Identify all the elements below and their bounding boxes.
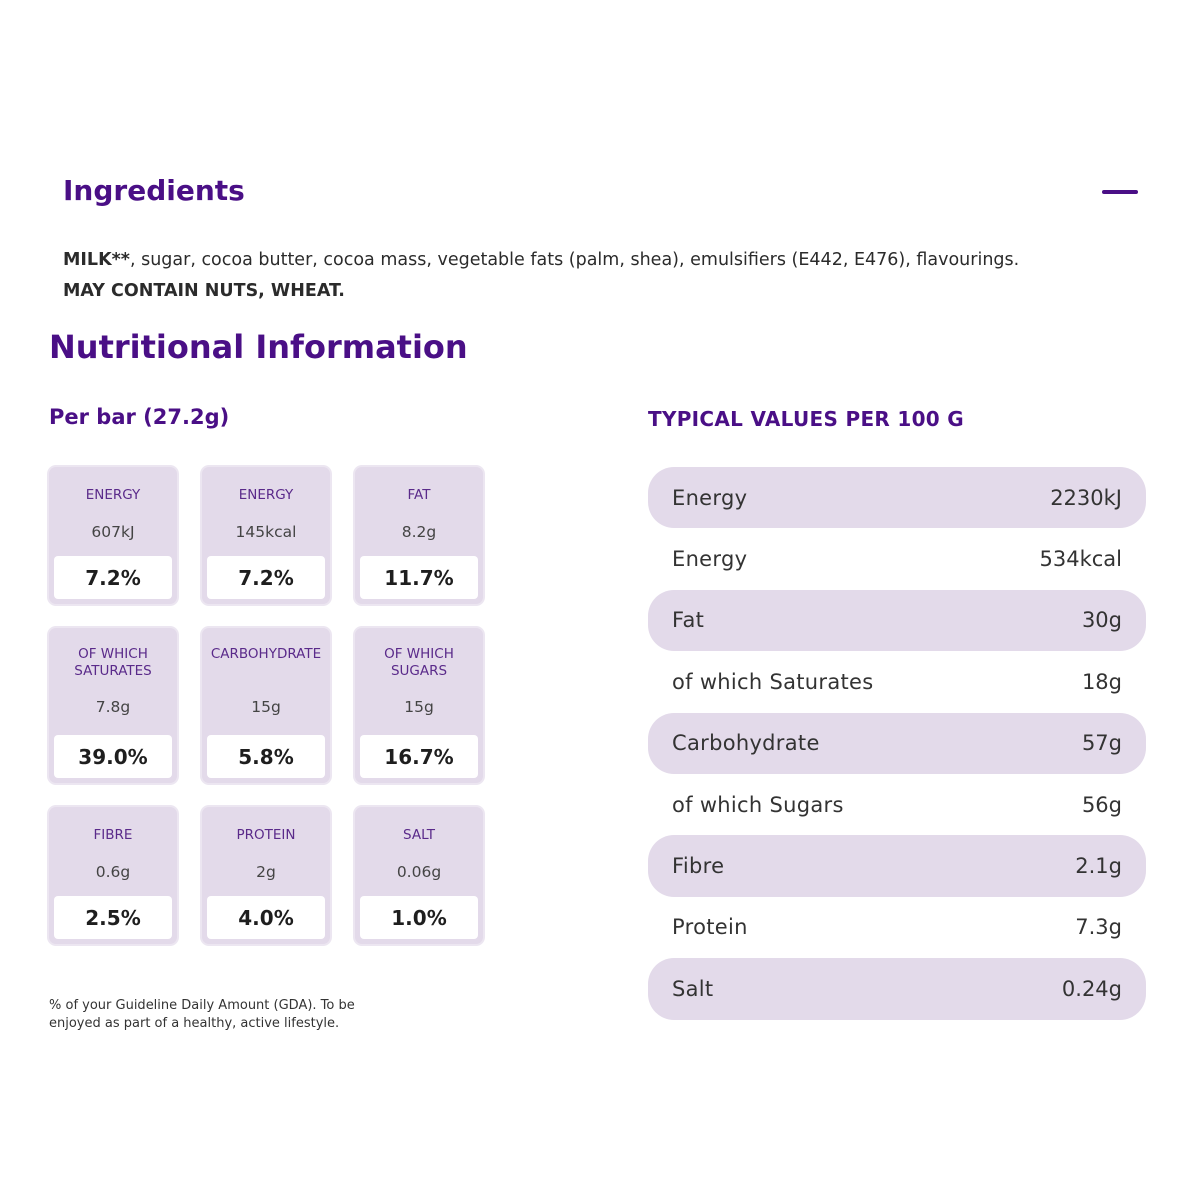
row-value: 0.24g (1061, 976, 1122, 1001)
nutrient-percent: 7.2% (207, 556, 325, 599)
ingredients-milk: MILK** (63, 250, 130, 270)
nutrient-label: FIBRE (93, 827, 133, 843)
nutrient-value: 8.2g (401, 523, 437, 541)
row-name: Salt (672, 976, 714, 1001)
row-value: 534kcal (1039, 547, 1122, 572)
nutrient-percent: 7.2% (54, 556, 172, 599)
row-value: 30g (1081, 608, 1122, 633)
table-row (648, 713, 1146, 774)
nutrient-value: 15g (251, 698, 281, 716)
collapse-minus-icon[interactable] (1102, 190, 1138, 194)
per-bar-grid (49, 467, 485, 944)
nutrient-label: PROTEIN (236, 827, 296, 843)
nutrient-label: ENERGY (85, 487, 141, 503)
nutrient-percent: 16.7% (360, 735, 478, 778)
row-name: Protein (672, 915, 748, 940)
typical-values-title: TYPICAL VALUES PER 100 G (648, 407, 964, 431)
per-bar-label: Per bar (27.2g) (49, 405, 230, 429)
nutrient-value: 7.8g (95, 698, 131, 716)
row-name: Carbohydrate (672, 731, 820, 756)
nutrient-card (202, 628, 330, 783)
table-row (648, 958, 1146, 1019)
nutrient-card (202, 467, 330, 604)
row-value: 7.3g (1075, 915, 1122, 940)
nutrient-value: 2g (256, 863, 276, 881)
row-value: 57g (1081, 731, 1122, 756)
nutrient-card (355, 628, 483, 783)
row-name: Energy (672, 485, 748, 510)
nutrient-value: 0.06g (396, 863, 442, 881)
table-row (648, 835, 1146, 896)
row-name: of which Sugars (672, 792, 844, 817)
nutrient-card (355, 467, 483, 604)
row-name: of which Saturates (672, 669, 874, 694)
nutrient-value: 15g (404, 698, 434, 716)
nutrient-label: OF WHICH SATURATES (74, 646, 152, 679)
nutrient-percent: 4.0% (207, 896, 325, 939)
nutrient-percent: 1.0% (360, 896, 478, 939)
nutrient-percent: 39.0% (54, 735, 172, 778)
nutrient-card (202, 807, 330, 944)
nutrient-value: 607kJ (91, 523, 135, 541)
row-name: Fat (672, 608, 705, 633)
ingredients-text (63, 245, 1153, 307)
table-row (648, 467, 1146, 528)
row-name: Fibre (672, 854, 725, 879)
typical-values-table (648, 467, 1146, 1020)
row-value: 2.1g (1075, 854, 1122, 879)
ingredients-title: Ingredients (63, 174, 245, 207)
nutrient-percent: 2.5% (54, 896, 172, 939)
table-row (648, 590, 1146, 651)
nutrient-card (49, 807, 177, 944)
nutrient-card (49, 628, 177, 783)
nutrient-label: SALT (403, 827, 435, 843)
row-value: 18g (1081, 669, 1122, 694)
nutrient-card (49, 467, 177, 604)
table-row (648, 897, 1146, 958)
table-row (648, 774, 1146, 835)
table-row (648, 651, 1146, 712)
nutrient-label: FAT (407, 487, 431, 503)
ingredients-list: , sugar, cocoa butter, cocoa mass, vegetable fats (palm, shea), emulsifiers (E442, E476), flavourings. (129, 250, 1020, 270)
nutrition-title: Nutritional Information (49, 328, 468, 366)
nutrient-label: ENERGY (238, 487, 294, 503)
gda-footnote: % of your Guideline Daily Amount (GDA). To be enjoyed as part of a healthy, active lifestyle. (49, 998, 355, 1031)
row-value: 56g (1081, 792, 1122, 817)
nutrient-value: 0.6g (95, 863, 131, 881)
table-row (648, 528, 1146, 589)
nutrient-label: CARBOHYDRATE (210, 646, 322, 662)
nutrient-card (355, 807, 483, 944)
nutrient-percent: 11.7% (360, 556, 478, 599)
nutrient-percent: 5.8% (207, 735, 325, 778)
row-name: Energy (672, 547, 748, 572)
row-value: 2230kJ (1050, 485, 1122, 510)
allergen-warning: MAY CONTAIN NUTS, WHEAT. (63, 281, 345, 301)
nutrient-label: OF WHICH SUGARS (384, 646, 454, 679)
nutrient-value: 145kcal (235, 523, 297, 541)
